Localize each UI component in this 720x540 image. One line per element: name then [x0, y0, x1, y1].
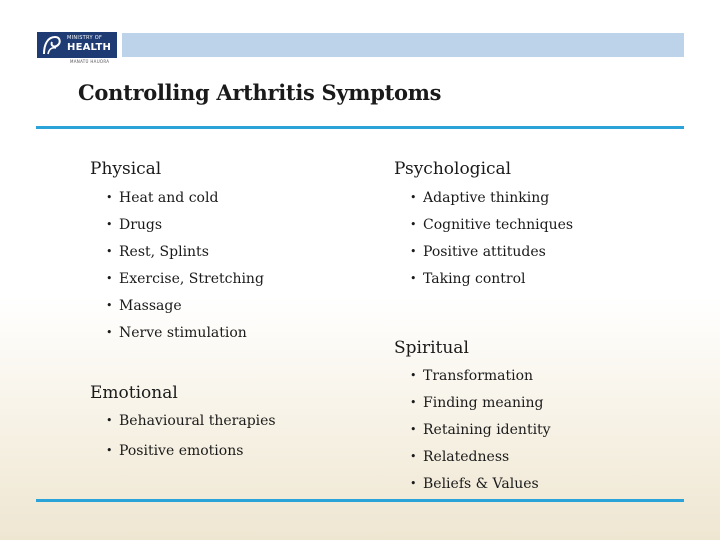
list-item: • Positive emotions	[106, 442, 276, 472]
logo-box	[37, 32, 117, 58]
logo-line1: MINISTRY OF	[67, 35, 103, 41]
list-item: • Massage	[106, 297, 264, 324]
list-item: • Finding meaning	[410, 394, 551, 421]
list-item: • Cognitive techniques	[410, 216, 573, 243]
koru-icon	[40, 34, 64, 56]
physical-list	[106, 189, 264, 351]
list-item: • Transformation	[410, 367, 551, 394]
physical-heading: Physical	[90, 159, 162, 179]
bottom-divider	[36, 499, 684, 502]
list-item: • Adaptive thinking	[410, 189, 573, 216]
list-item: • Heat and cold	[106, 189, 264, 216]
list-item: • Beliefs & Values	[410, 475, 551, 502]
emotional-heading: Emotional	[90, 383, 178, 403]
list-item: • Drugs	[106, 216, 264, 243]
header-band	[122, 33, 684, 57]
psychological-heading: Psychological	[394, 159, 512, 179]
emotional-list	[106, 412, 276, 472]
list-item: • Relatedness	[410, 448, 551, 475]
list-item: • Behavioural therapies	[106, 412, 276, 442]
slide-title: Controlling Arthritis Symptoms	[78, 80, 442, 105]
list-item: • Taking control	[410, 270, 573, 297]
list-item: • Exercise, Stretching	[106, 270, 264, 297]
logo-line2: HEALTH	[67, 42, 112, 53]
ministry-logo	[37, 32, 117, 64]
spiritual-list	[410, 367, 551, 502]
list-item: • Positive attitudes	[410, 243, 573, 270]
list-item: • Retaining identity	[410, 421, 551, 448]
psychological-list	[410, 189, 573, 297]
list-item: • Rest, Splints	[106, 243, 264, 270]
list-item: • Nerve stimulation	[106, 324, 264, 351]
spiritual-heading: Spiritual	[394, 338, 469, 358]
top-divider	[36, 126, 684, 129]
logo-subtitle: MANATŪ HAUORA	[70, 59, 110, 64]
